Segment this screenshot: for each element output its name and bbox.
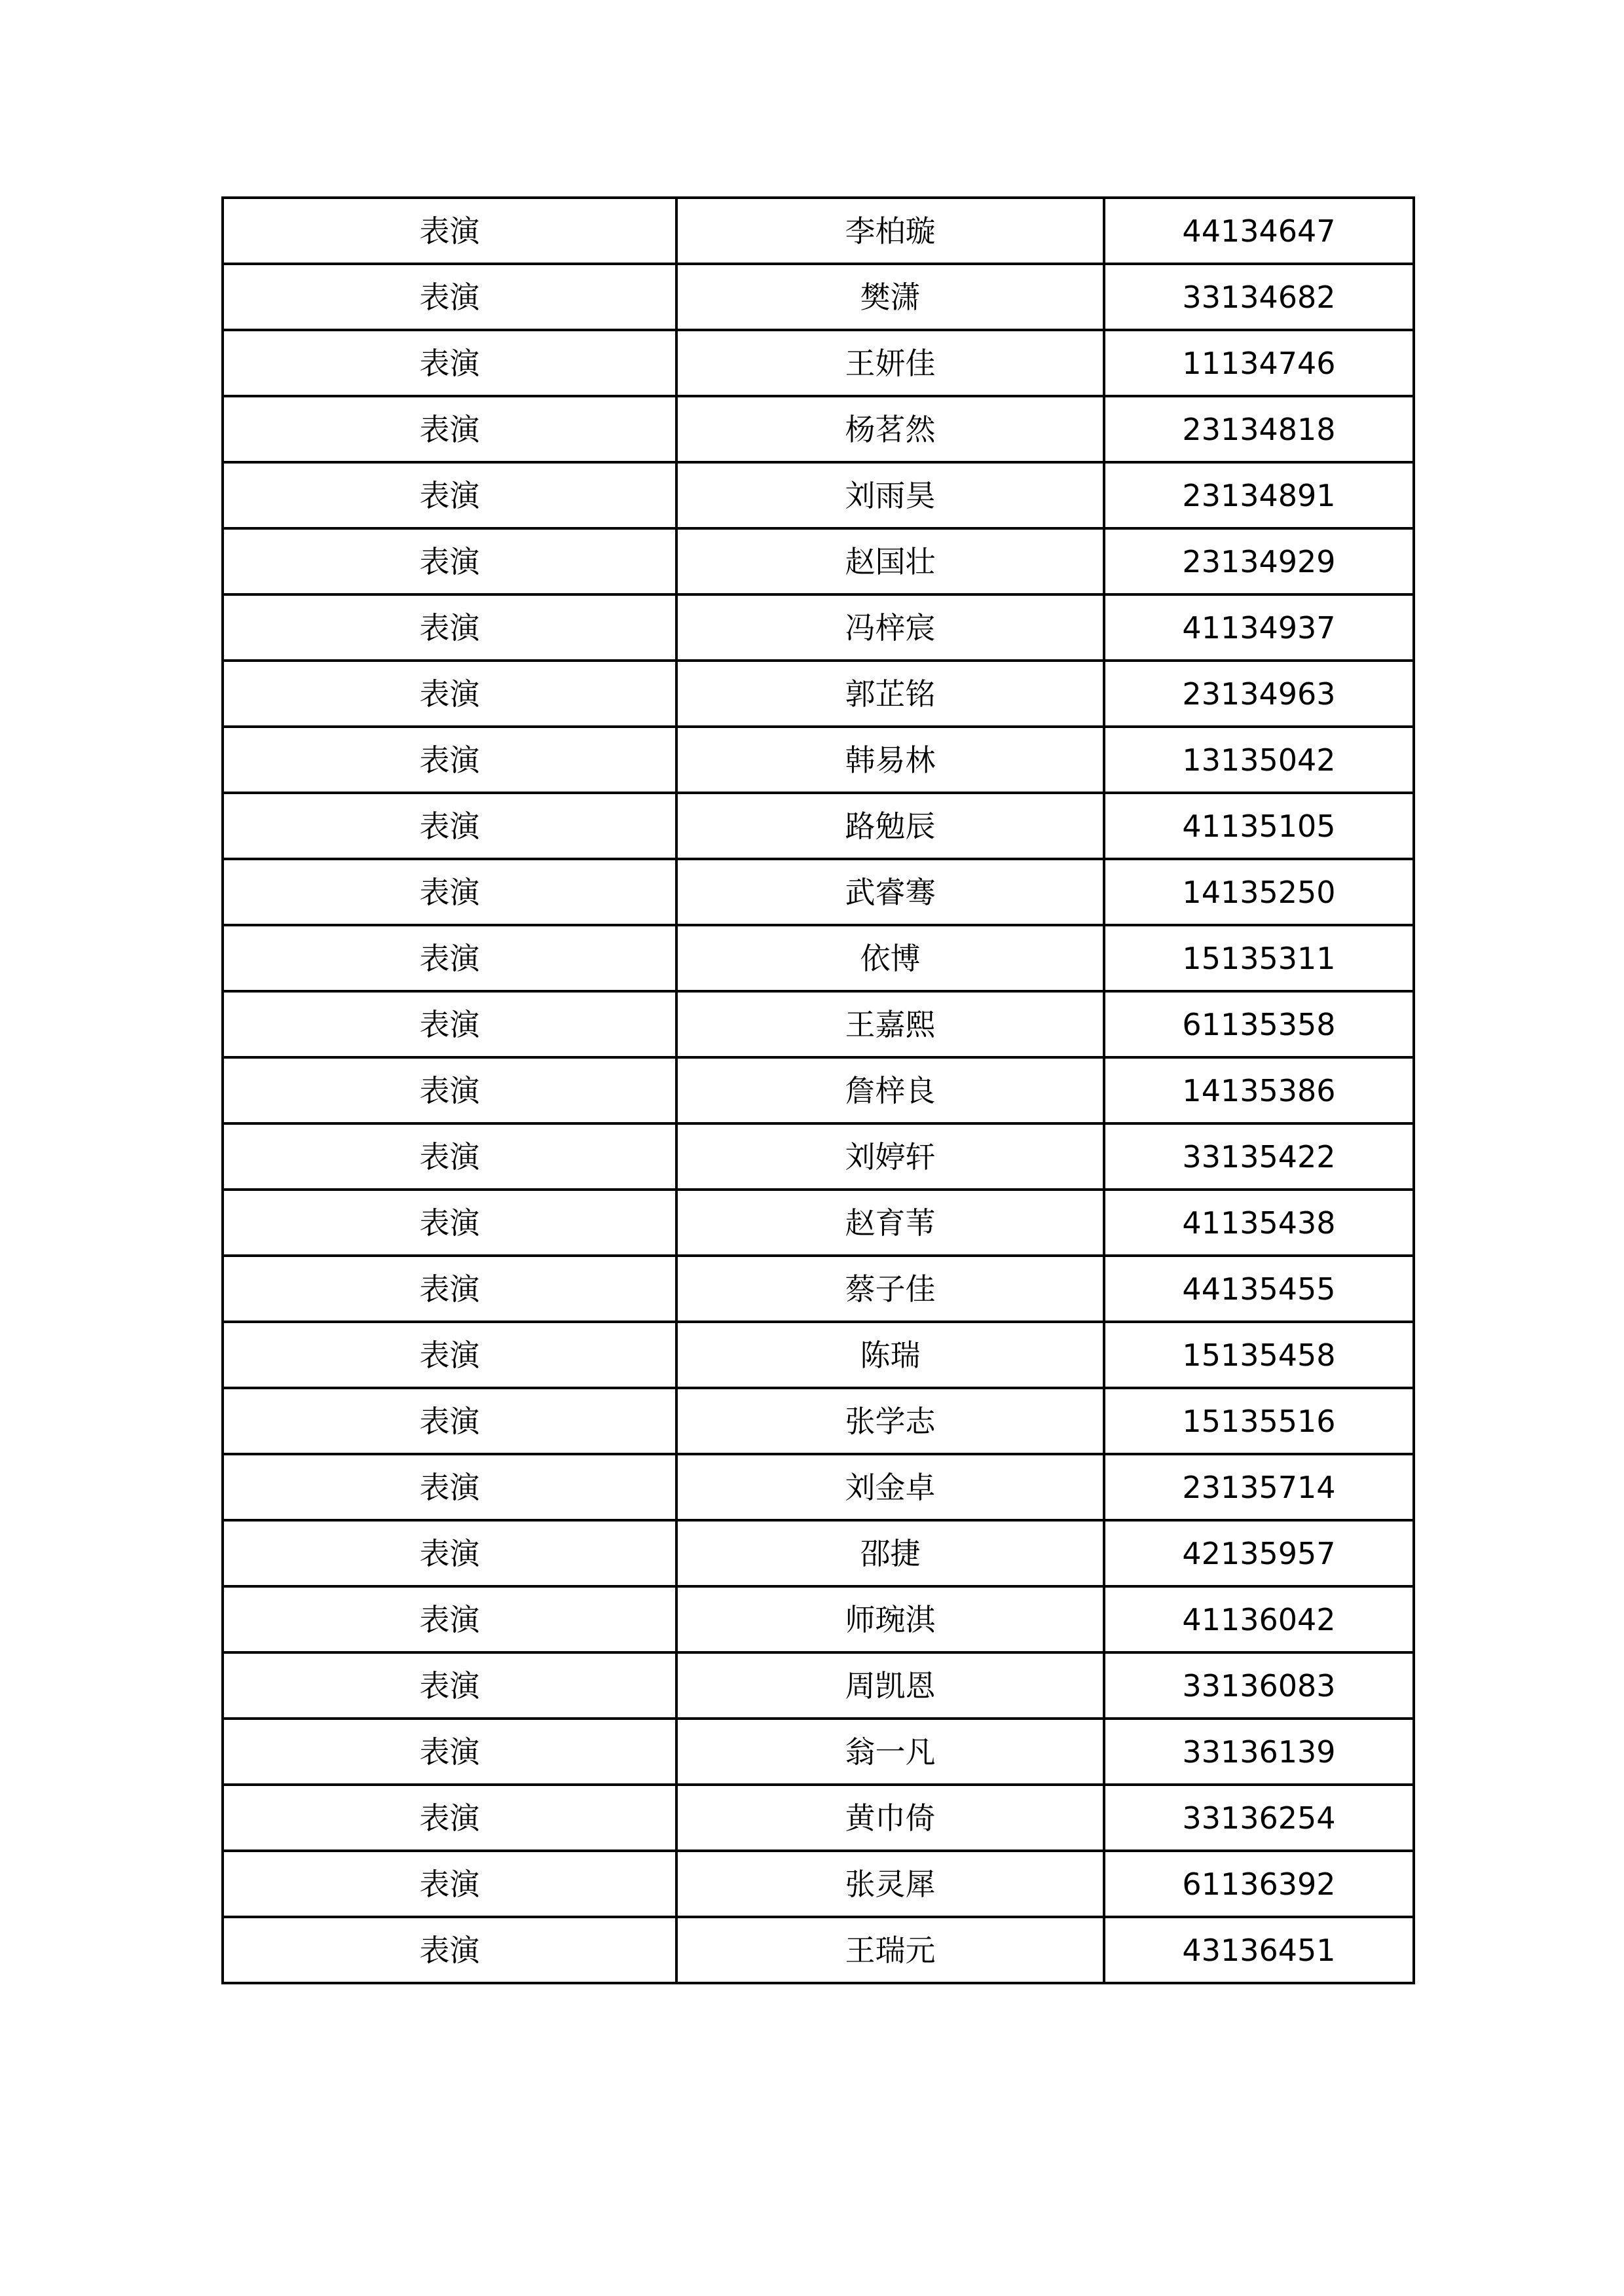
table-row [223,1322,1414,1388]
name-cell: 邵捷 [676,1520,1104,1586]
table-row [223,1057,1414,1123]
table-row [223,396,1414,462]
id-cell: 15135516 [1104,1388,1414,1454]
name-cell: 刘雨昊 [676,462,1104,528]
table-row [223,1719,1414,1785]
roster-table-body [223,198,1414,1983]
id-cell: 33135422 [1104,1123,1414,1190]
major-cell: 表演 [223,991,676,1057]
table-row [223,264,1414,330]
name-cell: 刘金卓 [676,1454,1104,1520]
table-row [223,1190,1414,1256]
id-cell: 33134682 [1104,264,1414,330]
table-row [223,1256,1414,1322]
name-cell: 黄巾倚 [676,1785,1104,1851]
id-cell: 23135714 [1104,1454,1414,1520]
id-cell: 14135386 [1104,1057,1414,1123]
name-cell: 武睿骞 [676,859,1104,925]
id-cell: 23134963 [1104,661,1414,727]
table-row [223,1388,1414,1454]
table-row [223,1851,1414,1917]
major-cell: 表演 [223,1123,676,1190]
id-cell: 14135250 [1104,859,1414,925]
name-cell: 翁一凡 [676,1719,1104,1785]
id-cell: 41135438 [1104,1190,1414,1256]
table-row [223,1652,1414,1719]
major-cell: 表演 [223,396,676,462]
name-cell: 张灵犀 [676,1851,1104,1917]
table-row [223,727,1414,793]
major-cell: 表演 [223,594,676,661]
name-cell: 冯梓宸 [676,594,1104,661]
name-cell: 韩易林 [676,727,1104,793]
major-cell: 表演 [223,1785,676,1851]
major-cell: 表演 [223,1057,676,1123]
id-cell: 41136042 [1104,1586,1414,1652]
major-cell: 表演 [223,925,676,991]
id-cell: 15135458 [1104,1322,1414,1388]
table-row [223,1586,1414,1652]
table-row [223,528,1414,594]
table-row [223,991,1414,1057]
table-row [223,1123,1414,1190]
table-row [223,1520,1414,1586]
table-row [223,1917,1414,1983]
table-row [223,198,1414,264]
name-cell: 杨茗然 [676,396,1104,462]
table-row [223,1785,1414,1851]
major-cell: 表演 [223,1520,676,1586]
name-cell: 依博 [676,925,1104,991]
major-cell: 表演 [223,1851,676,1917]
roster-table [221,196,1415,1984]
name-cell: 路勉辰 [676,793,1104,859]
id-cell: 42135957 [1104,1520,1414,1586]
major-cell: 表演 [223,1322,676,1388]
major-cell: 表演 [223,1917,676,1983]
name-cell: 刘婷轩 [676,1123,1104,1190]
id-cell: 44134647 [1104,198,1414,264]
major-cell: 表演 [223,727,676,793]
table-row [223,594,1414,661]
name-cell: 张学志 [676,1388,1104,1454]
name-cell: 陈瑞 [676,1322,1104,1388]
id-cell: 33136139 [1104,1719,1414,1785]
major-cell: 表演 [223,1719,676,1785]
name-cell: 李柏璇 [676,198,1104,264]
table-row [223,793,1414,859]
major-cell: 表演 [223,1256,676,1322]
table-row [223,859,1414,925]
id-cell: 13135042 [1104,727,1414,793]
major-cell: 表演 [223,330,676,396]
id-cell: 61136392 [1104,1851,1414,1917]
name-cell: 师琬淇 [676,1586,1104,1652]
id-cell: 33136254 [1104,1785,1414,1851]
major-cell: 表演 [223,793,676,859]
id-cell: 11134746 [1104,330,1414,396]
major-cell: 表演 [223,859,676,925]
name-cell: 蔡子佳 [676,1256,1104,1322]
id-cell: 41134937 [1104,594,1414,661]
table-row [223,1454,1414,1520]
major-cell: 表演 [223,1454,676,1520]
name-cell: 周凯恩 [676,1652,1104,1719]
id-cell: 41135105 [1104,793,1414,859]
id-cell: 43136451 [1104,1917,1414,1983]
major-cell: 表演 [223,1586,676,1652]
name-cell: 王妍佳 [676,330,1104,396]
id-cell: 44135455 [1104,1256,1414,1322]
name-cell: 赵国壮 [676,528,1104,594]
id-cell: 33136083 [1104,1652,1414,1719]
major-cell: 表演 [223,1388,676,1454]
id-cell: 23134891 [1104,462,1414,528]
id-cell: 23134929 [1104,528,1414,594]
major-cell: 表演 [223,1652,676,1719]
table-row [223,925,1414,991]
major-cell: 表演 [223,528,676,594]
name-cell: 樊潇 [676,264,1104,330]
table-row [223,330,1414,396]
name-cell: 赵育苇 [676,1190,1104,1256]
major-cell: 表演 [223,198,676,264]
major-cell: 表演 [223,661,676,727]
name-cell: 詹梓良 [676,1057,1104,1123]
table-row [223,661,1414,727]
table-row [223,462,1414,528]
name-cell: 郭芷铭 [676,661,1104,727]
id-cell: 23134818 [1104,396,1414,462]
major-cell: 表演 [223,1190,676,1256]
id-cell: 15135311 [1104,925,1414,991]
name-cell: 王嘉熙 [676,991,1104,1057]
major-cell: 表演 [223,462,676,528]
major-cell: 表演 [223,264,676,330]
name-cell: 王瑞元 [676,1917,1104,1983]
id-cell: 61135358 [1104,991,1414,1057]
